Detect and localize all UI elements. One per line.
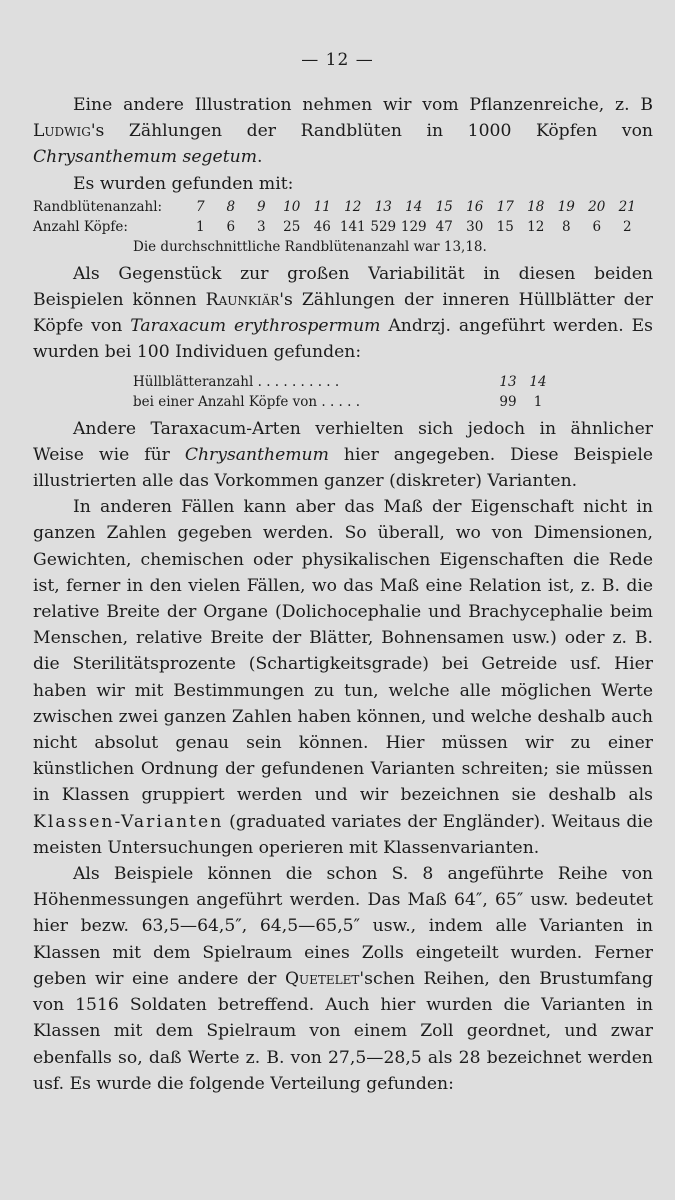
text-run: .: [257, 147, 263, 168]
table-cell: 19: [557, 198, 575, 215]
species-name: Chrysanthemum segetum: [33, 147, 257, 168]
ray-floret-table: [33, 197, 653, 257]
table-cell: 529: [370, 218, 397, 235]
table-cell: 129: [400, 218, 427, 235]
paragraph-raunkiaer: [33, 261, 653, 366]
floret-count-values: [185, 197, 643, 217]
text-run: 's Zählungen der inneren Hüllblätter der Köpfe von: [33, 290, 653, 337]
table-cell: 9: [256, 198, 266, 215]
table-cell: 15: [496, 218, 514, 235]
table-cell: 18: [527, 198, 545, 215]
table-cell: 3: [256, 218, 266, 235]
table-cell: 12: [527, 218, 545, 235]
paragraph-taraxacum: [33, 416, 653, 495]
text-run: 's Zählungen der Randblüten in 1000 Köpfen von: [90, 121, 653, 142]
bract-table: [133, 372, 653, 412]
species-name: Taraxacum erythrospermum: [130, 316, 381, 337]
text-run: Andrzj. angeführt werden. Es wurden bei 100 Individuen gefunden:: [33, 316, 653, 363]
table-cell: 25: [283, 218, 301, 235]
table-cell: 16: [466, 198, 484, 215]
author-name: Quetelet: [284, 968, 360, 989]
text-run: 'schen Reihen, den Brustumfang von 1516 Soldaten betreffend. Auch hier wurden die Varianten in Klassen mit dem Spielraum von einem Zoll geordnet, und zwar ebenfalls so, daß Werte z. B. von 27,5—28,5 als 28 bezeichnet werden usf. Es wurde die folgende Verteilung gefunden:: [33, 968, 653, 1094]
table-cell: 2: [622, 218, 632, 235]
row-label: bei einer Anzahl Köpfe von . . . . .: [133, 393, 361, 410]
table-cell: 1: [195, 218, 205, 235]
text-run: In anderen Fällen kann aber das Maß der Eigenschaft nicht in ganzen Zahlen gegeben werden. So überall, wo von Dimensionen, Gewichten, chemischen oder physikalischen Eigenschaften die Rede ist, ferner in den vielen Fällen, wo das Maß eine Relation ist, z. B. die relative Breite der Organe (Dolichocephalie und Brachycephalie beim Menschen, relative Breite der Blätter, Bohnensamen usw.) oder z. B. die Sterilitätsprozente (Schartigkeitsgrade) bei Getreide usf. Hier haben wir mit Bestimmungen zu tun, welche alle möglichen Werte zwischen zwei ganzen Zahlen haben können, und welche deshalb auch nicht absolut genau sein können. Hier müssen wir zu einer künstlichen Ordnung der gefundenen Varianten schreiten; sie müssen in Klassen gruppiert werden und wir bezeichnen sie deshalb als: [33, 497, 653, 806]
head-count-values: [185, 217, 643, 237]
table-cell: 10: [283, 198, 301, 215]
average-note: Die durchschnittliche Randblütenanzahl war 13,18.: [133, 238, 487, 255]
table-row: [33, 197, 653, 217]
table-cell: 11: [313, 198, 331, 215]
table-cell: 8: [226, 198, 236, 215]
text-run: Andere Taraxacum-Arten verhielten sich jedoch in ähnlicher Weise wie für: [33, 418, 653, 465]
table-cell: 15: [435, 198, 453, 215]
term-klassen-varianten: Klassen-Varianten: [33, 811, 224, 832]
table-cell: 6: [592, 218, 602, 235]
page-body: [33, 92, 653, 1097]
text-run: Eine andere Illustration nehmen wir vom Pflanzenreiche, z. B: [73, 95, 653, 115]
table-cell: 141: [339, 218, 366, 235]
table-cell: 20: [588, 198, 606, 215]
table-cell: 30: [466, 218, 484, 235]
table-cell: 17: [496, 198, 514, 215]
author-name: Raunkiär: [205, 290, 280, 311]
table-cell: 7: [195, 198, 205, 215]
text-run: Als Gegenstück zur großen Variabilität in diesen beiden Beispielen können: [33, 263, 653, 311]
row-label: Hüllblätteranzahl . . . . . . . . . .: [133, 373, 340, 390]
table-cell: 47: [435, 218, 453, 235]
table-cell: 14: [405, 198, 423, 215]
species-name: Chrysanthemum: [184, 444, 329, 465]
table-cell: 12: [344, 198, 362, 215]
text-run: (graduated variates der Engländer). Weitaus die meisten Untersuchungen operieren mit Klassenvarianten.: [33, 811, 653, 858]
page-number: — 12 —: [301, 50, 374, 70]
paragraph-class-variants: [33, 494, 653, 861]
table-cell: 6: [226, 218, 236, 235]
row-label: Anzahl Köpfe:: [33, 218, 128, 235]
table-cell: 13: [374, 198, 392, 215]
found-with-line: Es wurden gefunden mit:: [73, 173, 294, 194]
table-cell: 14: [529, 373, 547, 390]
author-name: Ludwig: [33, 121, 91, 142]
table-cell: 46: [313, 218, 331, 235]
text-run: hier angegeben. Diese Beispiele illustrierten alle das Vorkommen ganzer (diskreter) Varianten.: [33, 444, 653, 492]
table-row: [33, 217, 653, 237]
table-cell: 99: [499, 393, 517, 410]
table-cell: 21: [618, 198, 636, 215]
paragraph-quetelet: [33, 861, 653, 1097]
table-cell: 1: [533, 393, 543, 410]
table-row: [133, 372, 653, 392]
table-cell: 8: [561, 218, 571, 235]
text-run: Als Beispiele können die schon S. 8 angeführte Reihe von Höhenmessungen angeführt werden. Das Maß 64″, 65″ usw. bedeutet hier bezw. 63,5—64,5″, 64,5—65,5″ usw., indem alle Varianten in Klassen mit dem Spielraum eines Zolls eingeteilt wurden. Ferner geben wir eine andere der: [33, 864, 653, 989]
row-label: Randblütenanzahl:: [33, 198, 163, 215]
table-row: [133, 392, 653, 412]
table-cell: 13: [499, 373, 517, 390]
paragraph-ludwig: [33, 92, 653, 171]
